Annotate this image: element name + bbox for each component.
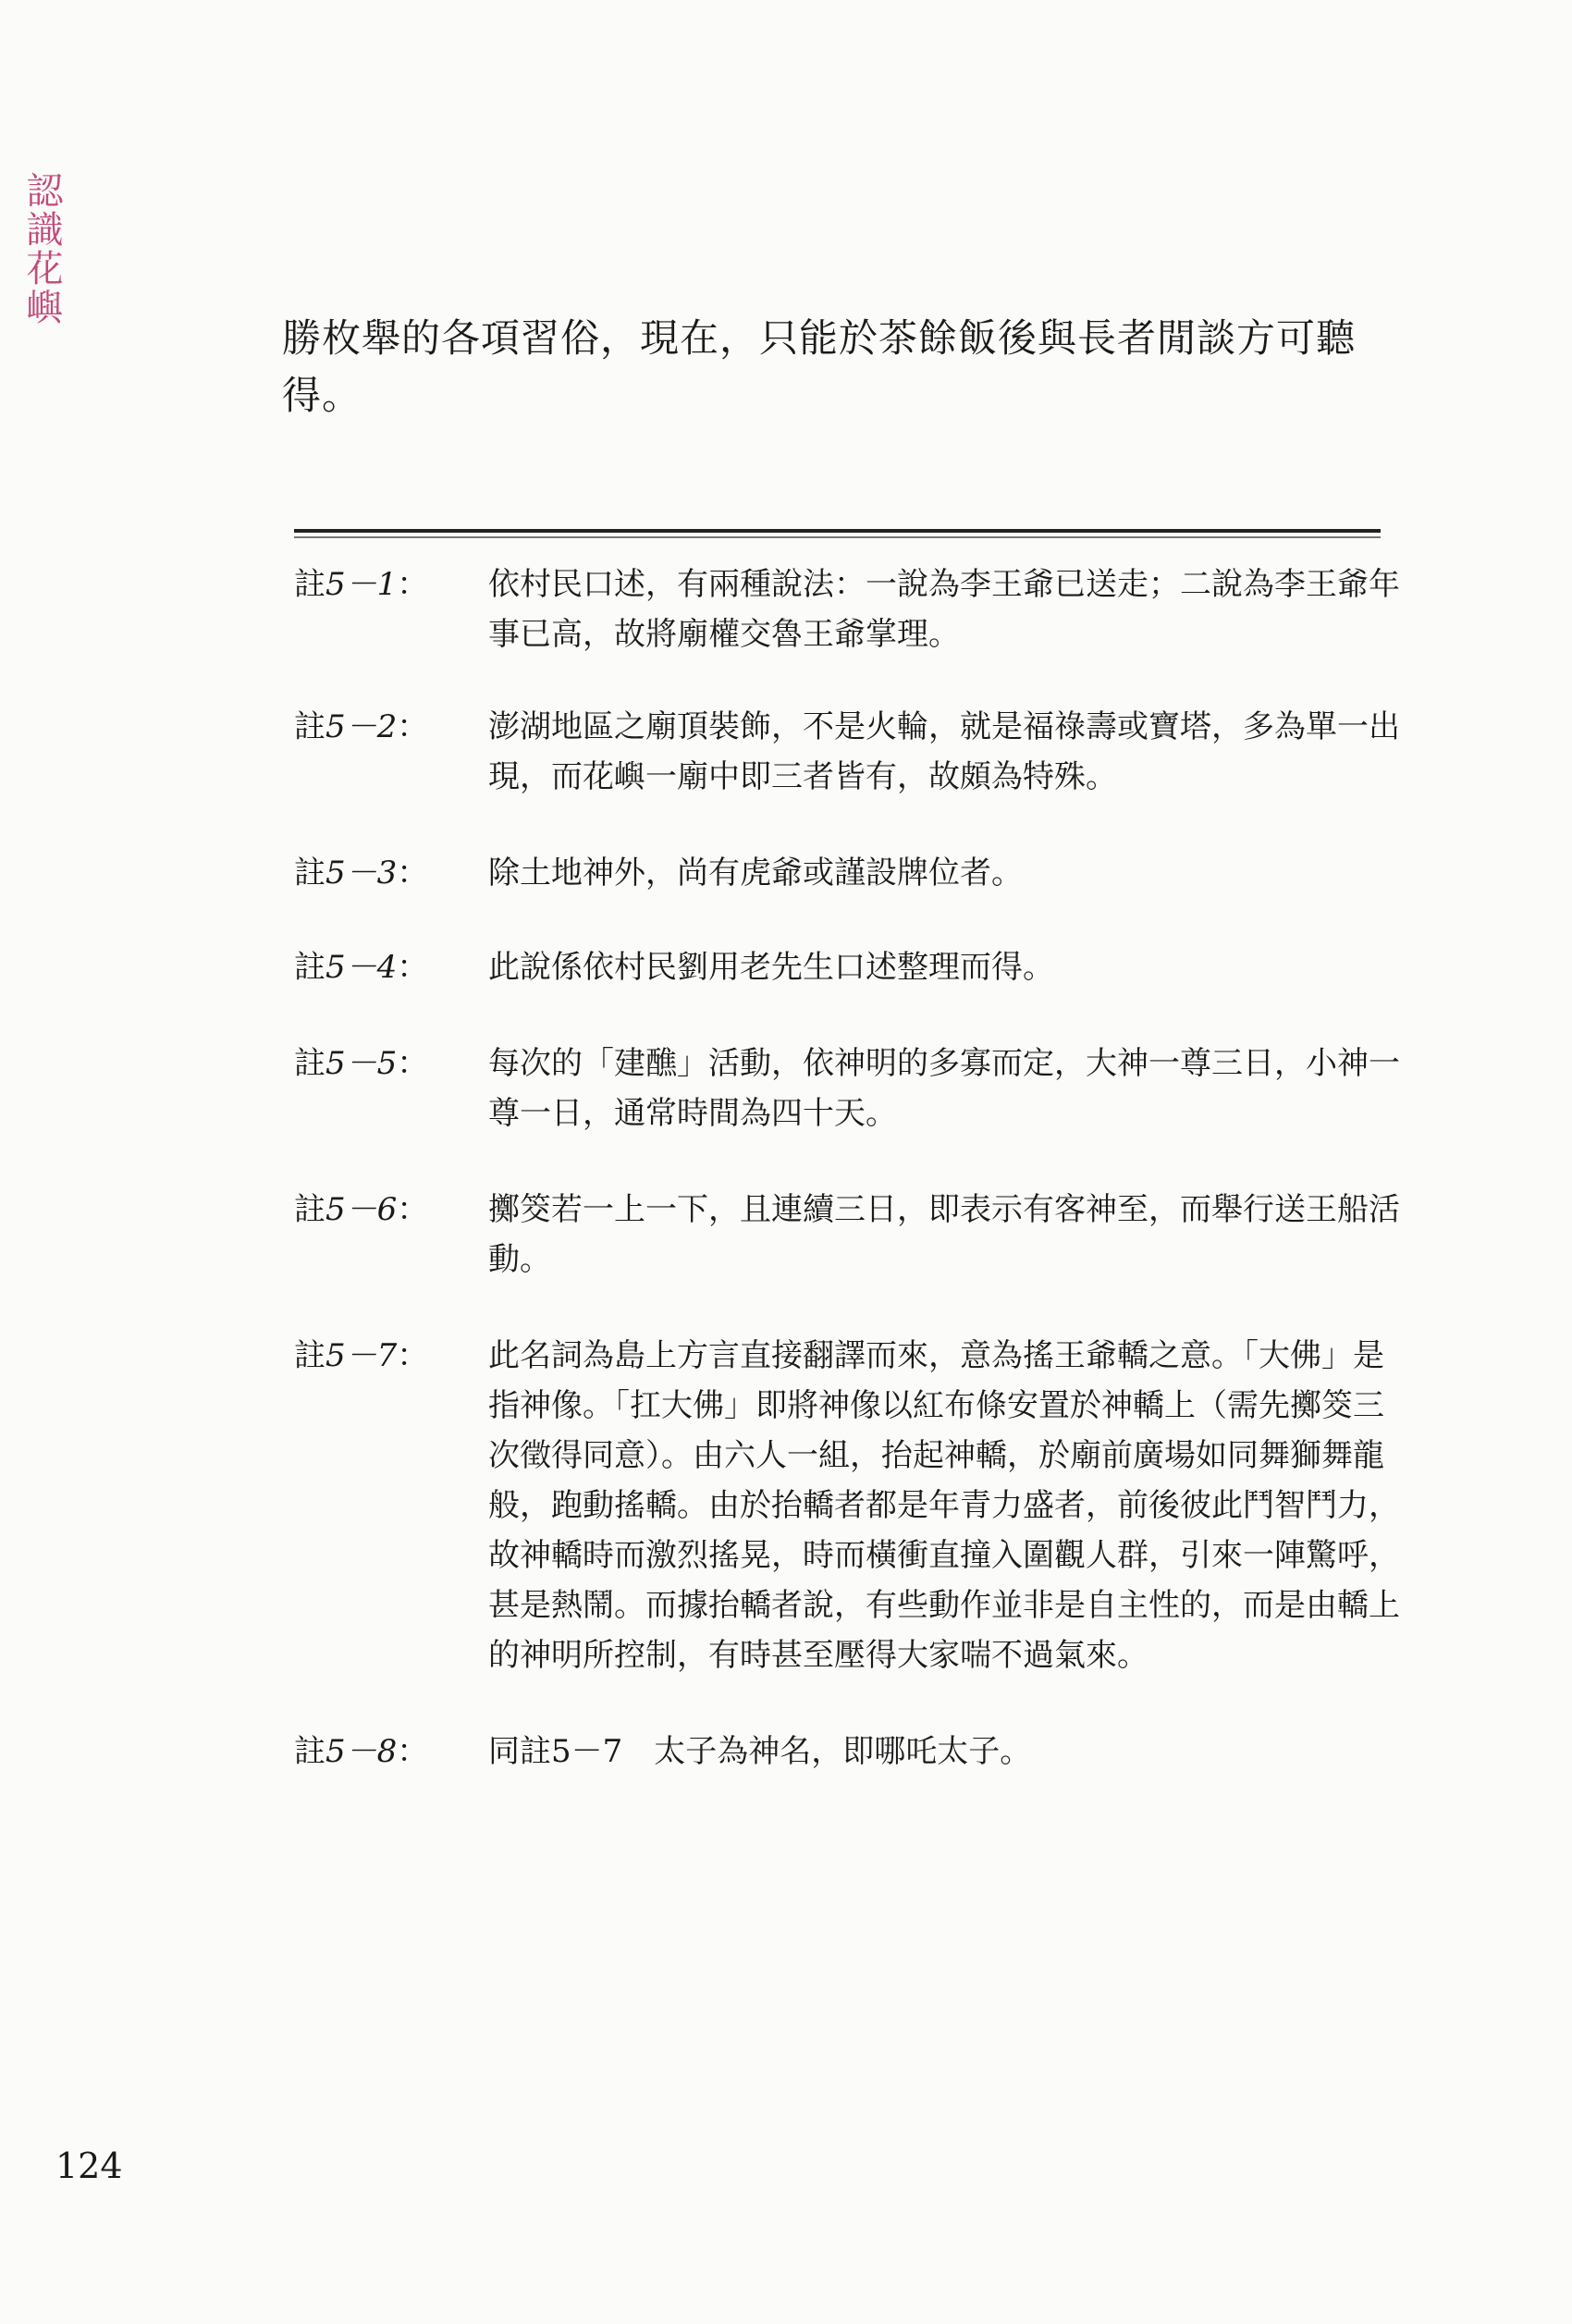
- footnote-text: 除土地神外，尚有虎爺或謹設牌位者。: [488, 855, 1023, 891]
- footnote-5-3: [294, 848, 1404, 898]
- footnote-5-4: [294, 942, 1404, 992]
- running-head-title: 認識花嶼: [20, 171, 63, 326]
- footnote-text: 澎湖地區之廟頂裝飾，不是火輪，就是福祿壽或寶塔，多為單一出現，而花嶼一廟中即三者皆有，故頗為特殊。: [488, 708, 1400, 795]
- page-number: 124: [55, 2146, 123, 2186]
- footnote-text: 擲筊若一上一下，且連續三日，即表示有客神至，而舉行送王船活動。: [488, 1191, 1400, 1278]
- footnote-label: 註5－5：: [294, 1045, 429, 1082]
- footnote-5-5: [294, 1039, 1404, 1138]
- footnote-divider: [294, 529, 1381, 533]
- footnote-text: 同註5－7 太子為神名，即哪吒太子。: [488, 1733, 1032, 1770]
- footnote-text: 每次的「建醮」活動，依神明的多寡而定，大神一尊三日，小神一尊一日，通常時間為四十天。: [488, 1045, 1400, 1132]
- footnote-label: 註5－3：: [294, 855, 429, 891]
- footnote-label: 註5－7：: [294, 1337, 429, 1374]
- footnote-5-8: [294, 1727, 1404, 1777]
- footnote-label: 註5－4：: [294, 949, 429, 986]
- footnote-5-2: [294, 702, 1404, 802]
- footnote-5-6: [294, 1185, 1404, 1285]
- lead-paragraph: 勝枚舉的各項習俗，現在，只能於茶餘飯後與長者閒談方可聽得。: [282, 315, 1357, 418]
- footnote-label: 註5－6：: [294, 1191, 429, 1228]
- footnote-5-7: [294, 1331, 1404, 1680]
- footnote-label: 註5－8：: [294, 1733, 429, 1770]
- footnote-label: 註5－1：: [294, 566, 429, 603]
- footnotes-list: [294, 559, 1404, 1777]
- footnote-text: 此名詞為島上方言直接翻譯而來，意為搖王爺轎之意。「大佛」是指神像。「扛大佛」即將神像以紅布條安置於神轎上（需先擲筊三次徵得同意）。由六人一組，抬起神轎，於廟前廣場如同舞獅舞龍般，跑動搖轎。由於抬轎者都是年青力盛者，前後彼此鬥智鬥力，故神轎時而激烈搖晃，時而橫衝直撞入圍觀人群，引來一陣驚呼，甚是熱鬧。而據抬轎者說，有些動作並非是自主性的，而是由轎上的神明所控制，有時甚至壓得大家喘不過氣來。: [488, 1337, 1400, 1674]
- footnote-5-1: [294, 559, 1404, 659]
- footnote-label: 註5－2：: [294, 708, 429, 745]
- footnote-text: 此說係依村民劉用老先生口述整理而得。: [488, 949, 1054, 986]
- footnote-text: 依村民口述，有兩種說法：一說為李王爺已送走；二說為李王爺年事已高，故將廟權交魯王爺掌理。: [488, 566, 1400, 653]
